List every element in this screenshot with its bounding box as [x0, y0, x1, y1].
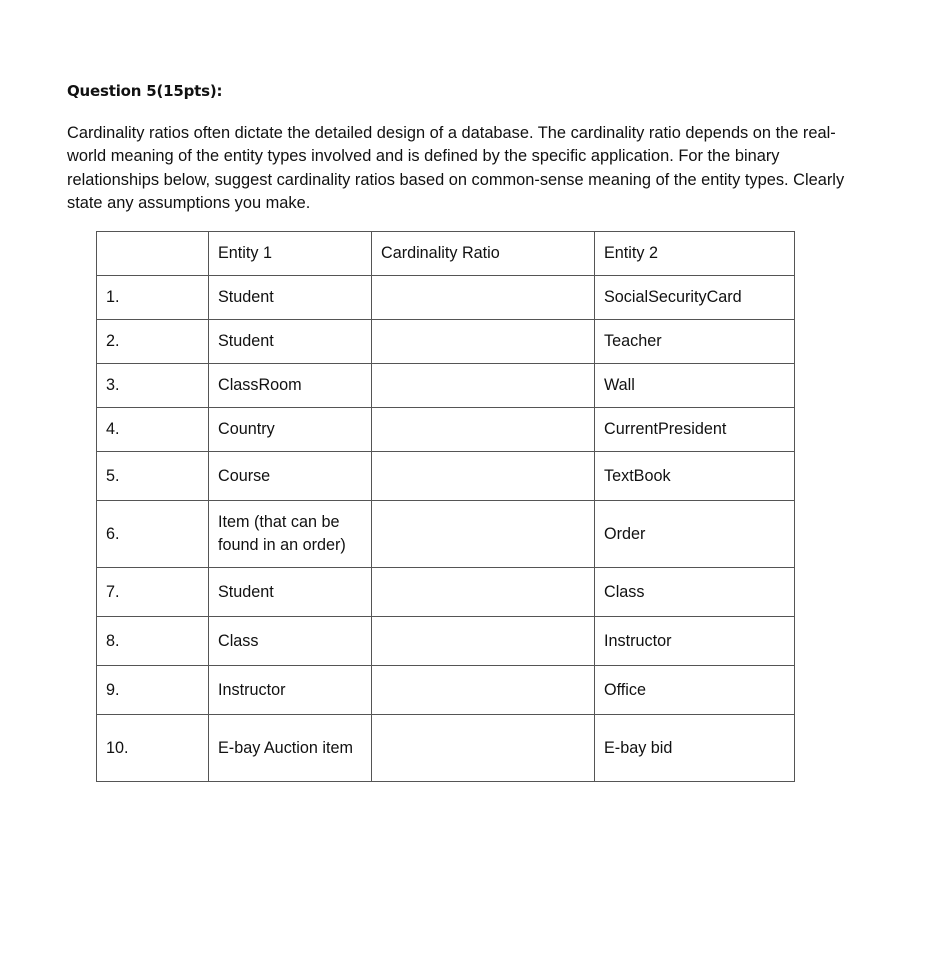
row-number: 7. [97, 568, 209, 617]
row-number: 3. [97, 364, 209, 408]
entity1-cell: Student [209, 276, 372, 320]
row-number: 10. [97, 715, 209, 782]
row-number: 6. [97, 501, 209, 568]
table-row [97, 408, 795, 452]
entity2-cell: Instructor [595, 617, 795, 666]
entity1-cell: ClassRoom [209, 364, 372, 408]
table-row [97, 666, 795, 715]
entity2-cell: Wall [595, 364, 795, 408]
entity1-cell: Class [209, 617, 372, 666]
entity1-cell: Student [209, 320, 372, 364]
cardinality-cell [372, 715, 595, 782]
cardinality-cell [372, 666, 595, 715]
entity1-cell: E-bay Auction item [209, 715, 372, 782]
entity1-cell: Student [209, 568, 372, 617]
entity1-cell: Course [209, 452, 372, 501]
entity2-cell: E-bay bid [595, 715, 795, 782]
row-number: 2. [97, 320, 209, 364]
question-title: Question 5(15pts): [67, 82, 223, 100]
cardinality-cell [372, 452, 595, 501]
entity2-cell: Teacher [595, 320, 795, 364]
entity2-cell: TextBook [595, 452, 795, 501]
table-header-row [97, 232, 795, 276]
table-row [97, 715, 795, 782]
header-num [97, 232, 209, 276]
entity2-cell: CurrentPresident [595, 408, 795, 452]
question-body: Cardinality ratios often dictate the detailed design of a database. The cardinality ratio depends on the real-world meaning of the entity types involved and is defined by the specific application. For the binary relationships below, suggest cardinality ratios based on common-sense meaning of the entity types. Clearly state any assumptions you make. [67, 124, 845, 212]
cardinality-cell [372, 617, 595, 666]
entity1-cell: Item (that can be found in an order) [209, 501, 372, 568]
entity1-cell: Country [209, 408, 372, 452]
header-cardinality: Cardinality Ratio [372, 232, 595, 276]
row-number: 5. [97, 452, 209, 501]
table-row [97, 276, 795, 320]
entity2-cell: SocialSecurityCard [595, 276, 795, 320]
cardinality-table [96, 231, 795, 782]
entity2-cell: Order [595, 501, 795, 568]
table-row [97, 320, 795, 364]
cardinality-cell [372, 320, 595, 364]
header-entity1: Entity 1 [209, 232, 372, 276]
row-number: 4. [97, 408, 209, 452]
cardinality-cell [372, 276, 595, 320]
row-number: 1. [97, 276, 209, 320]
table-row [97, 617, 795, 666]
header-entity2: Entity 2 [595, 232, 795, 276]
entity2-cell: Class [595, 568, 795, 617]
table-row [97, 452, 795, 501]
table-row [97, 364, 795, 408]
table-row [97, 501, 795, 568]
row-number: 9. [97, 666, 209, 715]
table-row [97, 568, 795, 617]
row-number: 8. [97, 617, 209, 666]
entity2-cell: Office [595, 666, 795, 715]
cardinality-cell [372, 364, 595, 408]
entity1-cell: Instructor [209, 666, 372, 715]
cardinality-cell [372, 501, 595, 568]
cardinality-cell [372, 568, 595, 617]
cardinality-cell [372, 408, 595, 452]
